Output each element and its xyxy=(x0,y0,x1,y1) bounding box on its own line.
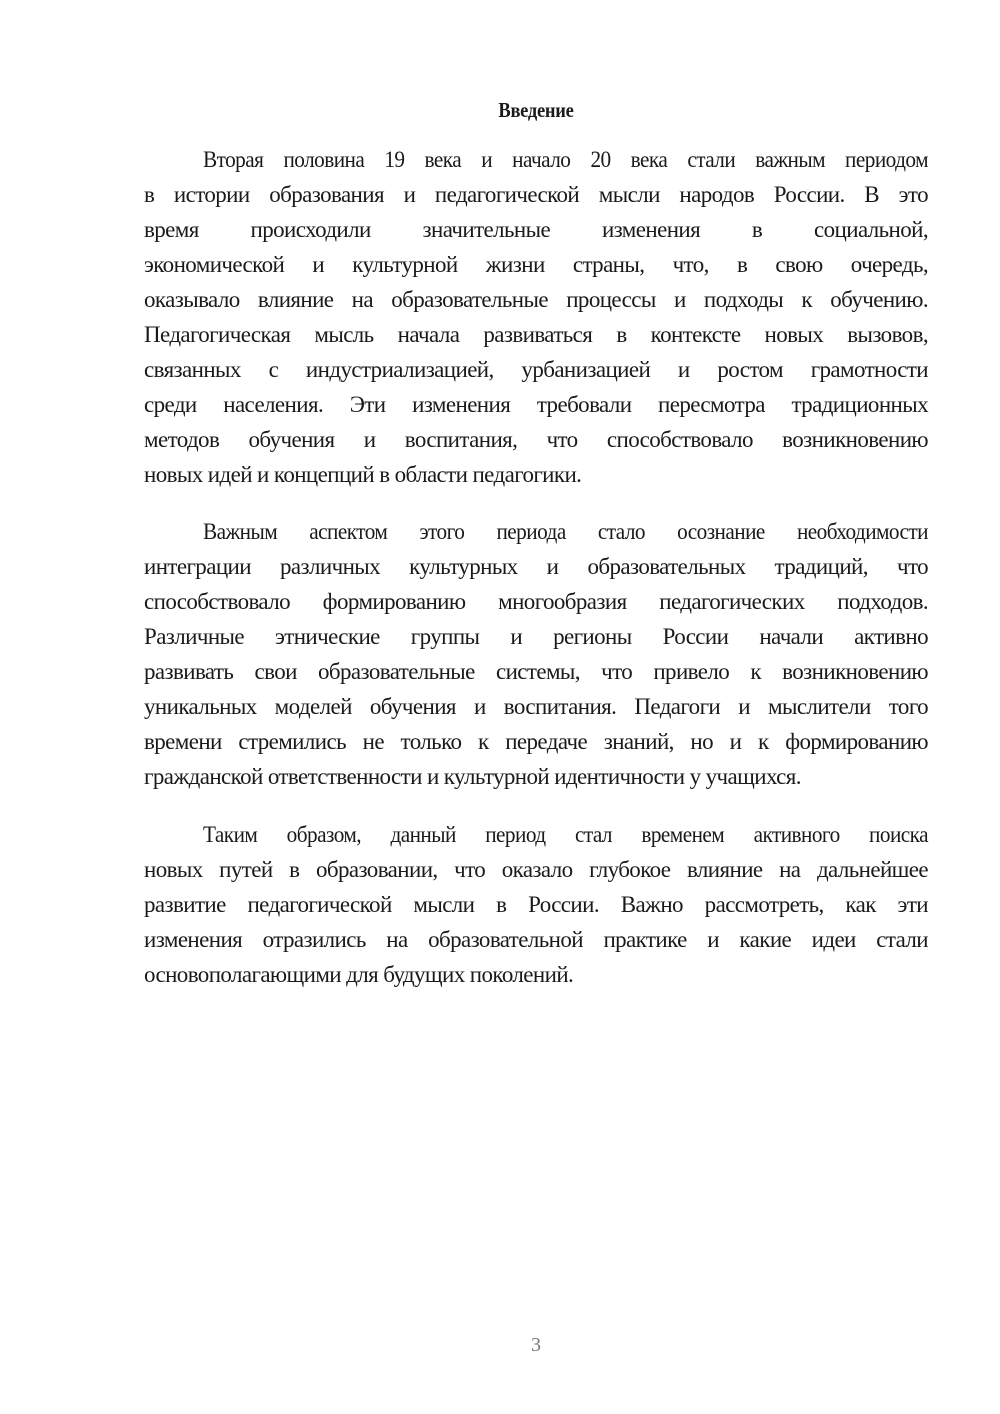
text-line: методов обучения и воспитания, что способствовало возникновению xyxy=(144,427,928,452)
page-number: 3 xyxy=(531,1334,541,1356)
text-line: среди населения. Эти изменения требовали пересмотра традиционных xyxy=(144,392,928,417)
text-line: гражданской ответственности и культурной идентичности у учащихся. xyxy=(144,764,801,789)
paragraph-3 xyxy=(144,817,928,992)
text-line: Таким образом, данный период стал временем активного поиска xyxy=(203,822,928,847)
text-line: изменения отразились на образовательной практике и какие идеи стали xyxy=(144,927,928,952)
text-line: Педагогическая мысль начала развиваться в контексте новых вызовов, xyxy=(144,322,928,347)
text-line: Важным аспектом этого периода стало осознание необходимости xyxy=(203,519,928,544)
text-line: времени стремились не только к передаче знаний, но и к формированию xyxy=(144,729,928,754)
text-line: новых идей и концепций в области педагогики. xyxy=(144,462,582,487)
text-line: развитие педагогической мысли в России. Важно рассмотреть, как эти xyxy=(144,892,928,917)
text-line: новых путей в образовании, что оказало глубокое влияние на дальнейшее xyxy=(144,857,928,882)
text-line: связанных с индустриализацией, урбанизацией и ростом грамотности xyxy=(144,357,928,382)
text-line: Различные этнические группы и регионы России начали активно xyxy=(144,624,928,649)
text-line: экономической и культурной жизни страны, что, в свою очередь, xyxy=(144,252,928,277)
section-heading: Введение xyxy=(498,98,574,122)
text-line: развивать свои образовательные системы, что привело к возникновению xyxy=(144,659,928,684)
text-line: в истории образования и педагогической мысли народов России. В это xyxy=(144,182,928,207)
text-line: оказывало влияние на образовательные процессы и подходы к обучению. xyxy=(144,287,928,312)
text-line: интеграции различных культурных и образовательных традиций, что xyxy=(144,554,928,579)
text-line: Вторая половина 19 века и начало 20 века стали важным периодом xyxy=(203,147,928,172)
text-line: время происходили значительные изменения в социальной, xyxy=(144,217,928,242)
paragraph-2 xyxy=(144,514,928,794)
text-line: основополагающими для будущих поколений. xyxy=(144,962,574,987)
text-line: уникальных моделей обучения и воспитания. Педагоги и мыслители того xyxy=(144,694,928,719)
paragraph-1 xyxy=(144,142,928,492)
text-line: способствовало формированию многообразия педагогических подходов. xyxy=(144,589,928,614)
